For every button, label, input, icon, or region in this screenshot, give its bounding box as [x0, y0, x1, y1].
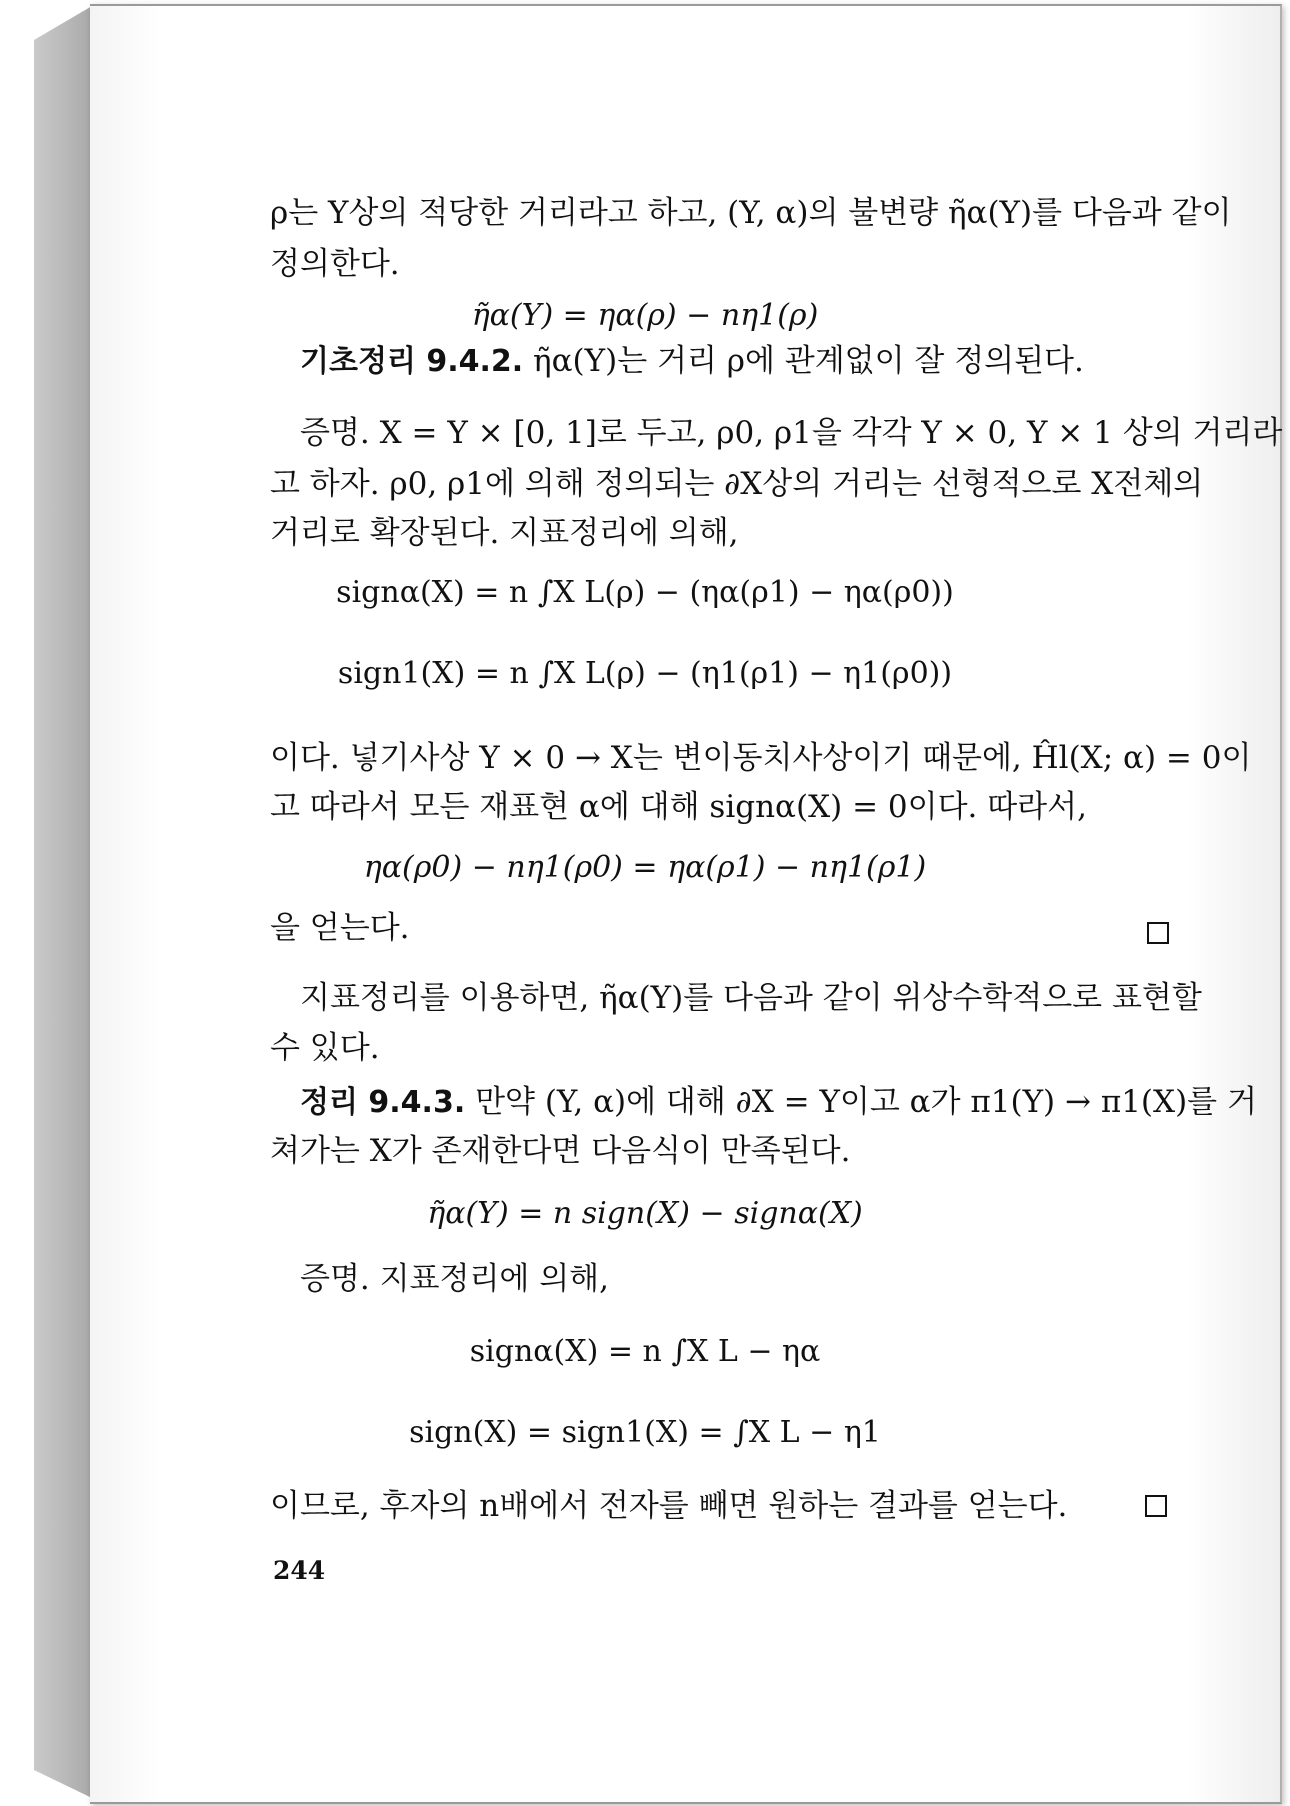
theorem-9-4-3 — [300, 1081, 1257, 1124]
proof-text: 지표정리에 의해, — [369, 1261, 609, 1297]
proof-line: 거리로 확장된다. 지표정리에 의해, — [270, 515, 739, 551]
proof-line: 고 하자. ρ0, ρ1에 의해 정의되는 ∂X상의 거리는 선형적으로 X전체의 — [270, 466, 1204, 502]
equation-sign-one: sign1(X) = n ∫X L(ρ) − (η1(ρ1) − η1(ρ0)) — [337, 656, 953, 691]
qed-box — [1147, 922, 1169, 944]
qed-box — [1145, 1495, 1167, 1517]
lemma-text: η̃α(Y)는 거리 ρ에 관계없이 잘 정의된다. — [523, 343, 1084, 379]
lemma-9-4-2 — [300, 340, 1084, 383]
equation-eta-equality: ηα(ρ0) − nη1(ρ0) = ηα(ρ1) − nη1(ρ1) — [363, 850, 927, 885]
paragraph-line: 이다. 넣기사상 Y × 0 → X는 변이동치사상이기 때문에, Ĥl(X; α) = 0이 — [270, 740, 1252, 776]
paragraph-line: 지표정리를 이용하면, η̃α(Y)를 다음과 같이 위상수학적으로 표현할 — [300, 980, 1202, 1016]
book-page — [90, 4, 1282, 1804]
equation-sign-alpha-short: signα(X) = n ∫X L − ηα — [469, 1334, 821, 1369]
paragraph-line: 이므로, 후자의 n배에서 전자를 빼면 원하는 결과를 얻는다. — [270, 1488, 1068, 1524]
paragraph-line: 정의한다. — [270, 246, 400, 282]
equation-eta-tilde-signature: η̃α(Y) = n sign(X) − signα(X) — [427, 1196, 863, 1231]
equation-eta-tilde-definition: η̃α(Y) = ηα(ρ) − nη1(ρ) — [471, 298, 819, 333]
proof-text: X = Y × [0, 1]로 두고, ρ0, ρ1을 각각 Y × 0, Y × 1 상의 거리라 — [369, 415, 1283, 451]
proof-line — [300, 412, 1282, 454]
equation-sign-alpha: signα(X) = n ∫X L(ρ) − (ηα(ρ1) − ηα(ρ0)) — [336, 575, 954, 610]
paragraph-line: 을 얻는다. — [270, 910, 410, 946]
theorem-text: 만약 (Y, α)에 대해 ∂X = Y이고 α가 π1(Y) → π1(X)를 거 — [465, 1084, 1257, 1120]
proof-label: 증명. — [300, 415, 370, 451]
paragraph-line: ρ는 Y상의 적당한 거리라고 하고, (Y, α)의 불변량 η̃α(Y)를 다음과 같이 — [270, 195, 1232, 231]
proof-label: 증명. — [300, 1261, 370, 1297]
book-edge — [34, 6, 92, 1798]
equation-sign-short: sign(X) = sign1(X) = ∫X L − η1 — [409, 1415, 881, 1450]
theorem-label: 정리 9.4.3. — [300, 1085, 466, 1120]
paragraph-line: 수 있다. — [270, 1030, 380, 1066]
paragraph-line: 고 따라서 모든 재표현 α에 대해 signα(X) = 0이다. 따라서, — [270, 789, 1087, 825]
page-number: 244 — [273, 1556, 326, 1585]
proof-line — [300, 1258, 609, 1300]
lemma-label: 기초정리 9.4.2. — [300, 344, 524, 379]
theorem-line: 쳐가는 X가 존재한다면 다음식이 만족된다. — [270, 1133, 851, 1169]
